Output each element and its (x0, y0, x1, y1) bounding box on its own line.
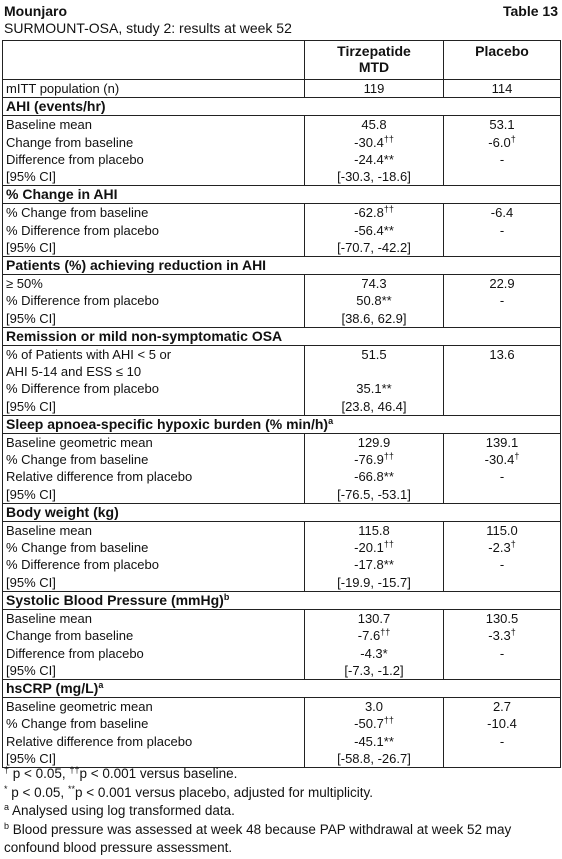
footnote-1-sup1: † (4, 765, 10, 775)
tirzepatide-cell (305, 733, 444, 750)
placebo-value: - (499, 557, 505, 573)
population-row (3, 80, 561, 98)
section-title: % Change in AHI (6, 186, 118, 203)
section-title-row (3, 591, 561, 609)
tirzepatide-significance-mark: †† (383, 451, 394, 462)
table-label: Table 13 (503, 3, 558, 19)
tirzepatide-cell (305, 363, 444, 380)
footnote-3-text: Analysed using log transformed data. (9, 803, 235, 819)
placebo-cell (444, 398, 561, 416)
tirzepatide-value: 45.8 (361, 117, 387, 133)
tirzepatide-cell (305, 151, 444, 168)
placebo-cell (444, 363, 561, 380)
tirzepatide-significance-mark: †† (383, 539, 394, 550)
footnote-1 (4, 765, 558, 784)
placebo-significance-mark: † (510, 539, 516, 550)
footnote-2-text-a: p < 0.05, (7, 784, 68, 800)
row-label: ≥ 50% (3, 275, 305, 293)
tirzepatide-cell (305, 556, 444, 573)
placebo-cell (444, 380, 561, 397)
table-row (3, 398, 561, 416)
population-tirzepatide: 119 (305, 80, 444, 98)
tirzepatide-significance-mark: †† (383, 715, 394, 726)
section-title: Systolic Blood Pressure (mmHg) (6, 591, 224, 608)
section-title: AHI (events/hr) (6, 98, 106, 115)
placebo-cell (444, 627, 561, 644)
placebo-value: -30.4 (484, 452, 515, 468)
tirzepatide-significance-mark: †† (380, 627, 391, 638)
placebo-cell (444, 715, 561, 732)
table-row (3, 151, 561, 168)
tirzepatide-value: [23.8, 46.4] (341, 398, 407, 414)
row-label: Baseline mean (3, 522, 305, 540)
table-row (3, 574, 561, 592)
section-title: Remission or mild non-symptomatic OSA (6, 327, 283, 344)
tirzepatide-value: -24.4** (354, 151, 394, 167)
tirzepatide-cell (305, 346, 444, 364)
section-title-cell (3, 327, 561, 345)
row-label: % Difference from placebo (3, 222, 305, 239)
row-label: % Change from baseline (3, 715, 305, 732)
table-row (3, 627, 561, 644)
document-title: Mounjaro (4, 3, 67, 19)
tirzepatide-cell (305, 275, 444, 293)
placebo-value: -2.3 (488, 540, 511, 556)
footnote-3-sup: a (4, 802, 10, 813)
population-label: mITT population (n) (3, 80, 305, 98)
table-row (3, 116, 561, 134)
section-title-footnote-mark: b (223, 591, 230, 602)
placebo-value: 115.0 (486, 523, 518, 539)
tirzepatide-cell (305, 310, 444, 328)
tirzepatide-value: 35.1** (356, 381, 392, 397)
placebo-value: -10.4 (487, 716, 517, 732)
footnote-1-text-a: p < 0.05, (9, 766, 70, 781)
tirzepatide-value: 50.8** (356, 293, 392, 309)
table-row (3, 275, 561, 293)
section-title: Sleep apnoea-specific hypoxic burden (% min/h) (6, 415, 329, 432)
footnote-4-sup: b (4, 820, 10, 831)
section-title: Patients (%) achieving reduction in AHI (6, 257, 267, 274)
table-row (3, 346, 561, 364)
tirzepatide-cell (305, 539, 444, 556)
table-row (3, 222, 561, 239)
tirzepatide-value: 3.0 (364, 699, 384, 715)
footnote-4-text-line1: Blood pressure was assessed at week 48 because PAP withdrawal at week 52 may (9, 821, 512, 837)
placebo-value: 130.5 (485, 611, 519, 627)
tirzepatide-cell (305, 239, 444, 257)
footnote-3 (4, 802, 558, 821)
section-title-cell (3, 415, 561, 433)
tirzepatide-cell (305, 434, 444, 452)
placebo-cell (444, 346, 561, 364)
row-label: % of Patients with AHI < 5 or (3, 346, 305, 364)
tirzepatide-cell (305, 380, 444, 397)
table-row (3, 645, 561, 662)
tirzepatide-cell (305, 451, 444, 468)
placebo-cell (444, 539, 561, 556)
row-label: Difference from placebo (3, 151, 305, 168)
document-subtitle: SURMOUNT-OSA, study 2: results at week 52 (4, 20, 292, 36)
placebo-cell (444, 662, 561, 680)
column-header-tirzepatide-line2: MTD (358, 59, 390, 75)
tirzepatide-cell (305, 486, 444, 504)
tirzepatide-cell (305, 627, 444, 644)
section-title-cell (3, 591, 561, 609)
section-title-cell (3, 679, 561, 697)
row-label: Difference from placebo (3, 645, 305, 662)
tirzepatide-value: -76.9 (354, 452, 384, 468)
tirzepatide-cell (305, 574, 444, 592)
row-label: % Change from baseline (3, 539, 305, 556)
table-row (3, 468, 561, 485)
footnote-2-sup1: * (4, 783, 8, 794)
row-label: Change from baseline (3, 627, 305, 644)
placebo-significance-mark: † (510, 627, 516, 638)
results-table (2, 40, 561, 768)
placebo-value: -3.3 (488, 628, 511, 644)
tirzepatide-cell (305, 715, 444, 732)
document-header (4, 3, 558, 39)
tirzepatide-cell (305, 698, 444, 716)
tirzepatide-value: -30.4 (354, 134, 384, 150)
section-title-row (3, 503, 561, 521)
row-label: [95% CI] (3, 398, 305, 416)
row-label: [95% CI] (3, 486, 305, 504)
table-header-row (3, 41, 561, 80)
table-row (3, 434, 561, 452)
section-title-footnote-mark: a (98, 679, 104, 690)
tirzepatide-value: -17.8** (354, 557, 394, 573)
tirzepatide-cell (305, 134, 444, 151)
section-title: Body weight (kg) (6, 503, 119, 520)
tirzepatide-significance-mark: †† (383, 204, 394, 215)
table-row (3, 380, 561, 397)
placebo-cell (444, 151, 561, 168)
placebo-cell (444, 222, 561, 239)
table-row (3, 451, 561, 468)
footnote-4 (4, 821, 558, 840)
row-label: Relative difference from placebo (3, 733, 305, 750)
tirzepatide-value: -50.7 (354, 716, 384, 732)
table-row (3, 556, 561, 573)
placebo-significance-mark: † (510, 133, 516, 144)
row-label: [95% CI] (3, 239, 305, 257)
table-row (3, 310, 561, 328)
placebo-value: 53.1 (489, 117, 515, 133)
table-row (3, 522, 561, 540)
tirzepatide-value: [-76.5, -53.1] (337, 486, 411, 502)
tirzepatide-value: [-7.3, -1.2] (344, 662, 404, 678)
tirzepatide-cell (305, 610, 444, 628)
footnote-1-sup2: †† (69, 765, 80, 775)
table-row (3, 715, 561, 732)
tirzepatide-value: 130.7 (357, 611, 391, 627)
row-label: [95% CI] (3, 750, 305, 768)
placebo-value: - (499, 469, 505, 485)
footnote-1-text-b: p < 0.001 versus baseline. (79, 766, 238, 781)
table-row (3, 168, 561, 186)
placebo-cell (444, 486, 561, 504)
tirzepatide-value: 129.9 (357, 435, 391, 451)
row-label: [95% CI] (3, 662, 305, 680)
placebo-cell (444, 168, 561, 186)
table-row (3, 662, 561, 680)
tirzepatide-value: [38.6, 62.9] (341, 310, 407, 326)
row-label: [95% CI] (3, 310, 305, 328)
row-label: Change from baseline (3, 134, 305, 151)
placebo-cell (444, 204, 561, 222)
placebo-value: - (499, 222, 505, 238)
row-label: Baseline mean (3, 116, 305, 134)
tirzepatide-value: [-58.8, -26.7] (337, 750, 411, 766)
placebo-cell (444, 468, 561, 485)
section-title-cell (3, 186, 561, 204)
section-title-cell (3, 98, 561, 116)
placebo-value: 139.1 (485, 435, 519, 451)
placebo-cell (444, 239, 561, 257)
table-row (3, 486, 561, 504)
table-row (3, 610, 561, 628)
row-label: % Change from baseline (3, 451, 305, 468)
column-header-placebo: Placebo (475, 43, 529, 59)
table-row (3, 204, 561, 222)
section-title-row (3, 186, 561, 204)
section-title-row (3, 98, 561, 116)
placebo-value: - (499, 151, 505, 167)
tirzepatide-value: 51.5 (361, 347, 387, 363)
placebo-value: -6.0 (488, 134, 511, 150)
placebo-cell (444, 310, 561, 328)
row-label: Baseline mean (3, 610, 305, 628)
tirzepatide-cell (305, 522, 444, 540)
footnotes (4, 765, 558, 858)
table-row (3, 363, 561, 380)
row-label: Baseline geometric mean (3, 434, 305, 452)
placebo-value: - (499, 293, 505, 309)
tirzepatide-cell (305, 168, 444, 186)
population-placebo: 114 (444, 80, 561, 98)
tirzepatide-cell (305, 645, 444, 662)
section-title-cell (3, 257, 561, 275)
tirzepatide-value: -45.1** (354, 733, 394, 749)
footnote-2-text-b: p < 0.001 versus placebo, adjusted for multiplicity. (74, 784, 373, 800)
footnote-4-line2: confound blood pressure assessment. (4, 840, 233, 856)
placebo-cell (444, 134, 561, 151)
tirzepatide-cell (305, 662, 444, 680)
tirzepatide-cell (305, 116, 444, 134)
tirzepatide-value: -20.1 (354, 540, 384, 556)
tirzepatide-cell (305, 468, 444, 485)
placebo-value: 13.6 (489, 347, 515, 363)
section-title: hsCRP (mg/L) (6, 679, 99, 696)
placebo-cell (444, 574, 561, 592)
placebo-cell (444, 275, 561, 293)
footnote-2-sup2: ** (67, 783, 75, 794)
placebo-cell (444, 733, 561, 750)
tirzepatide-significance-mark: †† (383, 133, 394, 144)
tirzepatide-cell (305, 222, 444, 239)
row-label: [95% CI] (3, 168, 305, 186)
placebo-value: -6.4 (490, 205, 514, 221)
row-label: Baseline geometric mean (3, 698, 305, 716)
placebo-cell (444, 451, 561, 468)
tirzepatide-value: [-70.7, -42.2] (337, 239, 411, 255)
placebo-cell (444, 610, 561, 628)
section-title-row (3, 415, 561, 433)
placebo-cell (444, 434, 561, 452)
tirzepatide-cell (305, 398, 444, 416)
column-header-tirzepatide-line1: Tirzepatide (337, 43, 411, 59)
tirzepatide-value: 115.8 (358, 523, 390, 539)
row-label: % Difference from placebo (3, 380, 305, 397)
placebo-cell (444, 698, 561, 716)
tirzepatide-value: -62.8 (354, 205, 384, 221)
section-title-row (3, 679, 561, 697)
table-row (3, 733, 561, 750)
tirzepatide-value: [-30.3, -18.6] (337, 169, 411, 185)
placebo-cell (444, 116, 561, 134)
table-row (3, 292, 561, 309)
tirzepatide-value: -7.6 (357, 628, 381, 644)
tirzepatide-value: -56.4** (354, 222, 394, 238)
placebo-cell (444, 645, 561, 662)
section-title-footnote-mark: a (328, 415, 334, 426)
tirzepatide-value: -4.3* (360, 645, 388, 661)
section-title-row (3, 257, 561, 275)
table-row (3, 239, 561, 257)
row-label: % Change from baseline (3, 204, 305, 222)
footnote-2 (4, 784, 558, 803)
tirzepatide-value: 74.3 (361, 276, 387, 292)
placebo-value: - (499, 733, 505, 749)
table-row (3, 134, 561, 151)
row-label: AHI 5-14 and ESS ≤ 10 (3, 363, 305, 380)
section-title-row (3, 327, 561, 345)
tirzepatide-cell (305, 292, 444, 309)
placebo-value: - (499, 645, 505, 661)
row-label: Relative difference from placebo (3, 468, 305, 485)
tirzepatide-value: [-19.9, -15.7] (337, 574, 411, 590)
row-label: % Difference from placebo (3, 556, 305, 573)
row-label: % Difference from placebo (3, 292, 305, 309)
row-label: [95% CI] (3, 574, 305, 592)
placebo-cell (444, 292, 561, 309)
section-title-cell (3, 503, 561, 521)
placebo-cell (444, 556, 561, 573)
tirzepatide-value: -66.8** (354, 469, 394, 485)
column-header-tirzepatide (305, 41, 444, 80)
table-row (3, 698, 561, 716)
table-row (3, 539, 561, 556)
placebo-value: 22.9 (489, 276, 515, 292)
placebo-significance-mark: † (514, 451, 520, 462)
tirzepatide-cell (305, 204, 444, 222)
placebo-value: 2.7 (492, 699, 512, 715)
header-blank-cell (3, 41, 305, 80)
placebo-cell (444, 522, 561, 540)
